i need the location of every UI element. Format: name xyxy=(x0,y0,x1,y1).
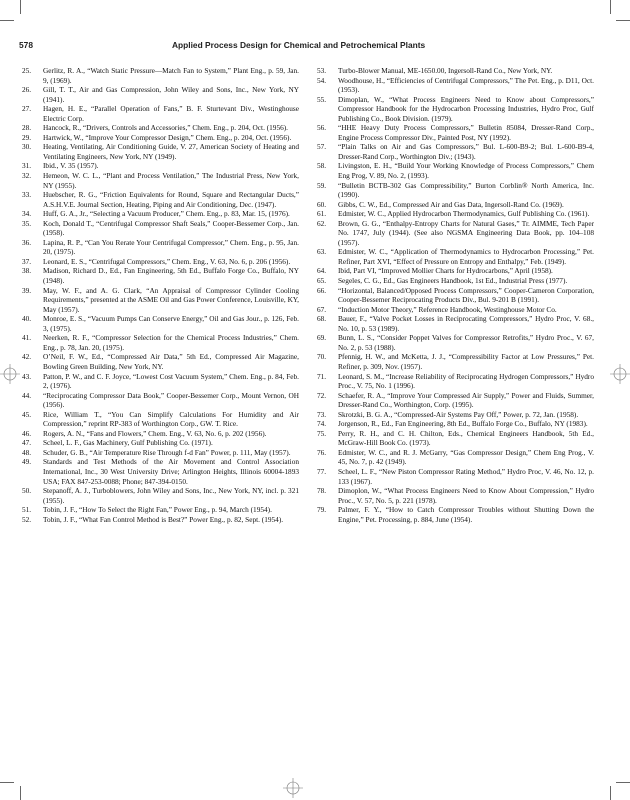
reference-text: Standards and Test Methods of the Air Movement and Control Association International, Inc., 30 West University Drive; Arlington Heights, Illinois 60004-1893 USA; FAX 847-253-0088; Phone; 847-394-0150. xyxy=(43,457,299,486)
reference-item xyxy=(317,486,594,505)
reference-number: 79. xyxy=(317,505,327,515)
reference-item xyxy=(317,305,594,315)
reference-item xyxy=(317,505,594,524)
reference-number: 77. xyxy=(317,466,327,476)
reference-text: Pfennig, H. W., and McKetta, J. J., “Compressibility Factor at Low Pressures,” Pet. Refiner, p. 309, Nov. (1957). xyxy=(338,352,594,371)
running-title: Applied Process Design for Chemical and Petrochemical Plants xyxy=(172,40,426,50)
reference-text: Hagen, H. E., “Parallel Operation of Fans,” B. F. Sturtevant Div., Westinghouse Electric Corp. xyxy=(43,104,299,123)
reference-number: 58. xyxy=(317,161,327,171)
reference-number: 46. xyxy=(22,428,32,438)
reference-item xyxy=(22,85,299,104)
reference-number: 40. xyxy=(22,314,32,324)
reference-text: Scheel, L. F., “New Piston Compressor Rating Method,” Hydro Proc, V. 46, No. 12, p. 133 (1967). xyxy=(338,466,594,486)
reference-item xyxy=(22,133,299,143)
reference-item xyxy=(22,123,299,133)
reference-item xyxy=(22,391,299,410)
crop-mark xyxy=(610,786,611,800)
reference-item xyxy=(317,219,594,248)
reference-item xyxy=(317,286,594,305)
reference-item xyxy=(22,486,299,505)
reference-item xyxy=(317,419,594,429)
reference-number: 27. xyxy=(22,104,32,114)
reference-text: Huff, G. A., Jr., “Selecting a Vacuum Producer,” Chem. Eng., p. 83, Mar. 15, (1976). xyxy=(43,209,290,219)
reference-number: 61. xyxy=(317,209,327,219)
reference-text: Skrotzki, B. G. A., “Compressed-Air Systems Pay Off,” Power, p. 72, Jan. (1958). xyxy=(338,409,579,419)
reference-text: Palmer, F. Y., “How to Catch Compressor Troubles without Shutting Down the Engine,” Pet. Processing, p. 884, June (1954). xyxy=(338,505,594,524)
crop-mark xyxy=(20,786,21,800)
reference-text: May, W. F., and A. G. Clark, “An Appraisal of Compressor Cylinder Cooling Requirements,” presented at the ASME Oil and Gas Power Conference, Louisville, KY, May (1957). xyxy=(43,285,299,314)
reference-text: Patton, P. W., and C. F. Joyce, “Lowest Cost Vacuum System,” Chem. Eng., p. 84, Feb. 2, (1976). xyxy=(43,371,299,391)
reference-number: 54. xyxy=(317,75,327,85)
running-header xyxy=(19,40,613,54)
reference-text: Schaefer, R. A., “Improve Your Compressed Air Supply,” Power and Fluids, Summer, Dresser-Rand Co., Worthington, Corp. (1995). xyxy=(338,390,594,410)
reference-text: Leonard, E. S., “Centrifugal Compressors,” Chem. Eng., V. 63, No. 6, p. 206 (1956). xyxy=(43,256,291,266)
reference-item xyxy=(22,286,299,315)
reference-item xyxy=(317,123,594,142)
reference-number: 49. xyxy=(22,457,32,467)
reference-item xyxy=(317,410,594,420)
page-number: 578 xyxy=(19,40,33,50)
reference-text: Scheel, L. F., Gas Machinery, Gulf Publishing Co. (1971). xyxy=(43,438,213,448)
reference-number: 48. xyxy=(22,447,32,457)
reference-text: Gill, T. T., Air and Gas Compression, John Wiley and Sons, Inc., New York, NY (1941). xyxy=(43,85,299,104)
reference-number: 35. xyxy=(22,218,32,228)
reference-item xyxy=(22,257,299,267)
reference-text: Brown, G. G., “Enthalpy-Entropy Charts for Natural Gases,” Tr. AIMME, Tech Paper No. 1747, July (1944). (See also NGSMA Engineering Data Book, pp. 104–108 (1957). xyxy=(338,218,594,247)
reference-item xyxy=(317,467,594,486)
reference-text: Edmister, W. C., and R. J. McGarry, “Gas Compressor Design,” Chem Eng Prog., V. 45, No. 7, p. 42 (1949). xyxy=(338,447,594,467)
reference-number: 42. xyxy=(22,352,32,362)
reference-text: Turbo-Blower Manual, ME-1650.00, Ingersoll-Rand Co., New York, NY. xyxy=(338,66,553,75)
reference-item xyxy=(22,352,299,371)
reference-text: Edmister, W. C., “Application of Thermodynamics to Hydrocarbon Processing,” Pet. Refiner, Part XVI, “Effect of Pressure on Entropy and Enthalpy,” Feb. (1949). xyxy=(338,247,594,266)
reference-number: 38. xyxy=(22,266,32,276)
reference-number: 56. xyxy=(317,123,327,133)
reference-item xyxy=(317,66,594,76)
reference-item xyxy=(22,266,299,285)
reference-text: Tobin, J. F., “How To Select the Right Fan,” Power Eng., p. 94, March (1954). xyxy=(43,505,272,515)
reference-number: 28. xyxy=(22,123,32,133)
reference-number: 30. xyxy=(22,142,32,152)
reference-text: Rogers, A. N., “Fans and Flowers,” Chem. Eng., V. 63, No. 6, p. 202 (1956). xyxy=(43,428,267,438)
reference-item xyxy=(22,333,299,352)
reference-item xyxy=(317,314,594,333)
crop-mark xyxy=(616,20,630,21)
crop-mark xyxy=(0,20,14,21)
reference-text: Madison, Richard D., Ed., Fan Engineering, 5th Ed., Buffalo Forge Co., Buffalo, NY (1948). xyxy=(43,266,299,286)
reference-item xyxy=(317,209,594,219)
reference-item xyxy=(22,66,299,85)
reference-text: Woodhouse, H., “Efficiencies of Centrifugal Compressors,” The Pet. Eng., p. D11, Oct. (1953). xyxy=(338,75,594,95)
reference-item xyxy=(22,505,299,515)
reference-number: 62. xyxy=(317,218,327,228)
registration-mark-icon xyxy=(283,778,303,798)
reference-item xyxy=(317,352,594,371)
reference-number: 51. xyxy=(22,505,32,515)
reference-item xyxy=(22,457,299,486)
reference-text: Dimoplon, W., “What Process Engineers Need to Know About Compression,” Hydro Proc., V. 57, No. 5, p. 221 (1978). xyxy=(338,486,594,505)
reference-text: Hartwick, W., “Improve Your Compressor Design,” Chem. Eng., p. 204, Oct. (1956). xyxy=(43,132,292,142)
reference-number: 57. xyxy=(317,142,327,152)
reference-text: Schuder, G. B., “Air Temperature Rise Through f-d Fan” Power, p. 111, May (1957). xyxy=(43,447,291,457)
reference-text: Ibid., V. 35 (1957). xyxy=(43,161,99,171)
reference-number: 41. xyxy=(22,333,32,343)
reference-number: 36. xyxy=(22,237,32,247)
reference-text: “Reciprocating Compressor Data Book,” Cooper-Bessemer Corp., Mount Vernon, OH (1956). xyxy=(43,390,299,410)
reference-item xyxy=(317,448,594,467)
reference-text: Edmister, W. C., Applied Hydrocarbon Thermodynamics, Gulf Publishing Co. (1961). xyxy=(338,209,590,219)
reference-item xyxy=(22,171,299,190)
reference-number: 74. xyxy=(317,419,327,429)
reference-item xyxy=(317,95,594,124)
reference-number: 26. xyxy=(22,85,32,95)
reference-item xyxy=(317,247,594,266)
reference-item xyxy=(22,429,299,439)
registration-mark-icon xyxy=(0,364,20,384)
references-left-column xyxy=(22,66,299,524)
reference-text: Bunn, L. S., “Consider Poppet Valves for Compressor Retrofits,” Hydro Proc., V. 67, No. 2, p. 53 (1988). xyxy=(338,333,594,352)
reference-text: Gibbs, C. W., Ed., Compressed Air and Gas Data, Ingersoll-Rand Co. (1969). xyxy=(338,199,564,209)
reference-item xyxy=(317,76,594,95)
reference-number: 37. xyxy=(22,256,32,266)
reference-item xyxy=(22,190,299,209)
crop-mark xyxy=(20,0,21,14)
reference-number: 29. xyxy=(22,132,32,142)
reference-number: 55. xyxy=(317,94,327,104)
reference-text: Jorgenson, R., Ed., Fan Engineering, 8th Ed., Buffalo Forge Co., Buffalo, NY (1983). xyxy=(338,419,588,429)
reference-text: “Induction Motor Theory,” Reference Handbook, Westinghouse Motor Co. xyxy=(338,304,557,314)
reference-item xyxy=(22,142,299,161)
references-right-column xyxy=(317,66,594,524)
reference-number: 68. xyxy=(317,314,327,324)
reference-item xyxy=(22,314,299,333)
reference-item xyxy=(22,209,299,219)
reference-number: 72. xyxy=(317,390,327,400)
reference-number: 78. xyxy=(317,486,327,496)
reference-number: 44. xyxy=(22,390,32,400)
reference-item xyxy=(22,238,299,257)
reference-number: 50. xyxy=(22,486,32,496)
reference-item xyxy=(22,161,299,171)
reference-text: Neerken, R. F., “Compressor Selection for the Chemical Process Industries,” Chem. Eng., p. 78, Jan. 20, (1975). xyxy=(43,333,299,352)
reference-item xyxy=(317,161,594,180)
reference-text: O’Neil, F. W., Ed., “Compressed Air Data,” 5th Ed., Compressed Air Magazine, Bowling Green Building, New York, NY. xyxy=(43,352,299,371)
reference-number: 65. xyxy=(317,276,327,286)
reference-text: “HHE Heavy Duty Process Compressors,” Bulletin 85084, Dresser-Rand Corp., Engine Process Compressor Div., Painted Post, NY (1992). xyxy=(338,123,594,142)
reference-text: Lapina, R. P., “Can You Rerate Your Centrifugal Compressor,” Chem. Eng., p. 95, Jan. 20, (1975). xyxy=(43,237,299,257)
reference-item xyxy=(22,438,299,448)
reference-text: Stepanoff, A. J., Turboblowers, John Wiley and Sons, Inc., New York, NY, incl. p. 321 (1955). xyxy=(43,486,299,505)
reference-text: Gerlitz, R. A., “Watch Static Pressure—Match Fan to System,” Plant Eng., p. 59, Jan. 9, (1969). xyxy=(43,66,299,85)
reference-number: 70. xyxy=(317,352,327,362)
reference-number: 63. xyxy=(317,247,327,257)
reference-number: 52. xyxy=(22,514,32,524)
reference-item xyxy=(22,104,299,123)
reference-number: 39. xyxy=(22,285,32,295)
reference-text: Hancock, R., “Drivers, Controls and Accessories,” Chem. Eng., p. 204, Oct. (1956). xyxy=(43,123,289,133)
reference-number: 76. xyxy=(317,447,327,457)
reference-item xyxy=(317,200,594,210)
reference-text: “Plain Talks on Air and Gas Compressors,” Bul. L-600-B9-2; Bul. L-600-B9-4, Dresser-Rand Corp., Worthington Div.; (1943). xyxy=(338,142,594,161)
reference-item xyxy=(22,515,299,525)
reference-number: 31. xyxy=(22,161,32,171)
reference-text: Dimoplan, W., “What Process Engineers Need to Know about Compressors,” Compressor Handbook for the Hydrocarbon Processing Industries, Hydro Proc, Gulf Publishing Co., Book Division. (1979). xyxy=(338,94,594,123)
crop-mark xyxy=(0,782,14,783)
reference-item xyxy=(317,372,594,391)
reference-item xyxy=(317,276,594,286)
reference-number: 73. xyxy=(317,409,327,419)
reference-text: “Bulletin BCTB-302 Gas Compressibility,” Burton Corblin® North America, Inc. (1990). xyxy=(338,180,594,200)
reference-item xyxy=(317,266,594,276)
reference-number: 45. xyxy=(22,409,32,419)
reference-text: Hemeon, W. C. L., “Plant and Process Ventilation,” The Industrial Press, New York, NY (1955). xyxy=(43,171,299,190)
reference-number: 69. xyxy=(317,333,327,343)
registration-mark-icon xyxy=(610,364,630,384)
reference-text: Rice, William T., “You Can Simplify Calculations For Humidity and Air Compression,” reprint RP-383 of Worthington Corp., GW. T. Rice. xyxy=(43,409,299,429)
reference-text: Heating, Ventilating, Air Conditioning Guide, V. 27, American Society of Heating and Ventilating Engineers, New York, NY (1949). xyxy=(43,142,299,161)
crop-mark xyxy=(616,782,630,783)
reference-number: 66. xyxy=(317,285,327,295)
reference-item xyxy=(317,391,594,410)
reference-number: 47. xyxy=(22,438,32,448)
reference-number: 59. xyxy=(317,180,327,190)
reference-text: Ibid, Part VI, “Improved Mollier Charts for Hydrocarbons,” April (1958). xyxy=(338,266,553,276)
reference-text: Livingston, E. H., “Build Your Working Knowledge of Process Compressors,” Chem Eng Prog, V. 89, No. 2, (1993). xyxy=(338,161,594,181)
reference-text: Bauer, F., “Valve Pocket Losses in Reciprocating Compressors,” Hydro Proc, V. 68., No. 10, p. 53 (1989). xyxy=(338,314,594,333)
reference-number: 75. xyxy=(317,428,327,438)
reference-item xyxy=(22,372,299,391)
reference-text: Segeles, C. G., Ed., Gas Engineers Handbook, 1st Ed., Industrial Press (1977). xyxy=(338,276,568,286)
reference-text: Koch, Donald T., “Centrifugal Compressor Shaft Seals,” Cooper-Bessemer Corp., Jan. (1958). xyxy=(43,218,299,238)
reference-text: Tobin, J. F., “What Fan Control Method is Best?” Power Eng., p. 82, Sept. (1954). xyxy=(43,514,284,524)
reference-number: 53. xyxy=(317,66,327,75)
crop-mark xyxy=(610,0,611,14)
reference-number: 64. xyxy=(317,266,327,276)
reference-item xyxy=(317,429,594,448)
reference-item xyxy=(317,142,594,161)
reference-text: “Horizontal, Balanced/Opposed Process Compressors,” Cooper-Cameron Corporation, Cooper-Bessemer Reciprocating Products Div., Bul. 9-201 B (1991). xyxy=(338,285,594,305)
reference-number: 33. xyxy=(22,190,32,200)
reference-item xyxy=(22,219,299,238)
reference-number: 25. xyxy=(22,66,32,75)
reference-item xyxy=(317,333,594,352)
reference-text: Leonard, S. M., “Increase Reliability of Reciprocating Hydrogen Compressors,” Hydro Proc., V. 75, No. 1 (1996). xyxy=(338,371,594,391)
reference-number: 67. xyxy=(317,304,327,314)
reference-item xyxy=(22,410,299,429)
reference-number: 32. xyxy=(22,171,32,181)
reference-number: 60. xyxy=(317,199,327,209)
reference-text: Perry, R. H., and C. H. Chilton, Eds., Chemical Engineers Handbook, 5th Ed., McGraw-Hill Book Co. (1973). xyxy=(338,428,594,448)
reference-number: 71. xyxy=(317,371,327,381)
reference-item xyxy=(22,448,299,458)
reference-number: 43. xyxy=(22,371,32,381)
reference-number: 34. xyxy=(22,209,32,219)
reference-item xyxy=(317,181,594,200)
reference-text: Monroe, E. S., “Vacuum Pumps Can Conserve Energy,” Oil and Gas Jour., p. 126, Feb. 3, (1975). xyxy=(43,314,299,333)
reference-text: Huebscher, R. G., “Friction Equivalents for Round, Square and Rectangular Ducts,” A.S.H.V.E. Journal Section, Heating, Piping and Air Conditioning, Dec. (1947). xyxy=(43,190,299,209)
